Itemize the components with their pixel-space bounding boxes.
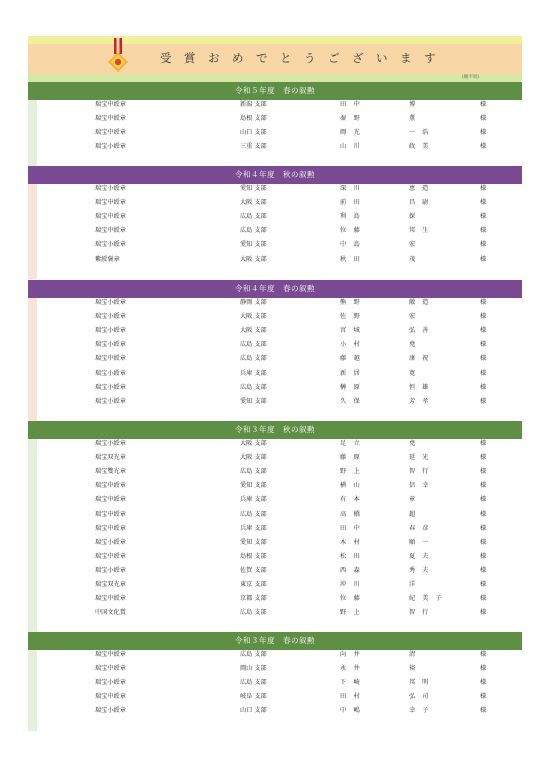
recipient-first-name: 茂 bbox=[409, 255, 423, 263]
recipient-first-name: 一浩 bbox=[409, 129, 436, 137]
section-heading: 令和４年度 春の叙勲 bbox=[28, 280, 522, 298]
branch-name: 広島 支部 bbox=[240, 341, 267, 349]
recipient-first-name: 薫 bbox=[409, 115, 423, 123]
award-row bbox=[37, 140, 522, 154]
recipient-first-name: 芳孝 bbox=[409, 397, 436, 405]
award-row bbox=[37, 465, 522, 479]
branch-name: 三重 支部 bbox=[240, 143, 267, 151]
honorific: 様 bbox=[480, 369, 487, 377]
honorific: 様 bbox=[480, 199, 487, 207]
honorific: 様 bbox=[480, 609, 487, 617]
honorific: 様 bbox=[480, 327, 487, 335]
branch-name: 広島 支部 bbox=[240, 227, 267, 235]
recipient-first-name: 堯 bbox=[409, 440, 423, 447]
branch-name: 広島 支部 bbox=[240, 651, 267, 658]
recipient-last-name: 横山 bbox=[340, 482, 368, 490]
section-heading: 令和３年度 秋の叙勲 bbox=[28, 421, 522, 439]
recipient-first-name: 裕 bbox=[409, 665, 423, 673]
award-name: 瑞宝中綬章 bbox=[95, 693, 126, 701]
branch-name: 広島 支部 bbox=[240, 609, 267, 617]
honorific: 様 bbox=[480, 341, 487, 349]
recipient-last-name: 下崎 bbox=[340, 679, 368, 687]
recipient-first-name: 恵造 bbox=[409, 185, 436, 192]
award-name: 瑞宝小綬章 bbox=[95, 679, 126, 687]
award-row bbox=[37, 676, 522, 690]
award-name: 瑞宝小綬章 bbox=[95, 341, 126, 349]
branch-name: 愛知 支部 bbox=[240, 397, 267, 405]
branch-name: 静岡 支部 bbox=[240, 299, 267, 306]
order-note: (順不同) bbox=[462, 75, 480, 80]
branch-name: 広島 支部 bbox=[240, 383, 267, 391]
honorific: 様 bbox=[480, 227, 487, 235]
honorific: 様 bbox=[480, 440, 487, 447]
recipient-first-name: 宏 bbox=[409, 241, 423, 249]
branch-name: 兵庫 支部 bbox=[240, 369, 267, 377]
recipient-first-name: 信幸 bbox=[409, 482, 436, 490]
honorific: 様 bbox=[480, 552, 487, 560]
honorific: 様 bbox=[480, 397, 487, 405]
honorific: 様 bbox=[480, 213, 487, 221]
recipient-first-name: 章 bbox=[409, 496, 423, 504]
recipient-last-name: 有本 bbox=[340, 496, 368, 504]
section-side-stripe bbox=[28, 100, 37, 166]
award-name: 瑞宝小綬章 bbox=[95, 566, 126, 574]
recipient-first-name: 幸子 bbox=[409, 707, 436, 715]
recipient-last-name: 熊野 bbox=[340, 299, 368, 306]
recipient-last-name: 田中 bbox=[340, 101, 368, 108]
branch-name: 兵庫 支部 bbox=[240, 524, 267, 532]
award-row bbox=[37, 196, 522, 210]
recipient-first-name: 春彦 bbox=[409, 524, 436, 532]
recipient-last-name: 小村 bbox=[340, 341, 368, 349]
award-name: 瑞宝雙光章 bbox=[95, 468, 126, 476]
award-row bbox=[37, 479, 522, 493]
award-name: 瑞宝中綬章 bbox=[95, 524, 126, 532]
award-row bbox=[37, 451, 522, 465]
branch-name: 愛知 支部 bbox=[240, 241, 267, 249]
award-row bbox=[37, 522, 522, 536]
recipient-last-name: 永井 bbox=[340, 665, 368, 673]
branch-name: 島根 支部 bbox=[240, 115, 267, 123]
honorific: 様 bbox=[480, 255, 487, 263]
recipient-last-name: 野上 bbox=[340, 609, 368, 617]
recipient-last-name: 野上 bbox=[340, 468, 368, 476]
award-row bbox=[37, 648, 522, 662]
branch-name: 山口 支部 bbox=[240, 707, 267, 715]
section-heading: 令和３年度 春の叙勲 bbox=[28, 632, 522, 650]
recipient-last-name: 位藤 bbox=[340, 227, 368, 235]
recipient-last-name: 前田 bbox=[340, 199, 368, 207]
branch-name: 山口 支部 bbox=[240, 129, 267, 137]
recipient-first-name: 智行 bbox=[409, 468, 436, 476]
recipient-first-name: 敞造 bbox=[409, 299, 436, 306]
medal-icon bbox=[104, 38, 132, 78]
recipient-first-name: 智行 bbox=[409, 609, 436, 617]
award-name: 瑞宝中綬章 bbox=[95, 595, 126, 603]
award-row bbox=[37, 578, 522, 592]
award-name: 瑞宝小綬章 bbox=[95, 299, 126, 306]
award-row bbox=[37, 536, 522, 550]
award-name: 瑞宝中綬章 bbox=[95, 665, 126, 673]
branch-name: 大阪 支部 bbox=[240, 255, 267, 263]
branch-name: 大阪 支部 bbox=[240, 440, 267, 447]
honorific: 様 bbox=[480, 679, 487, 687]
recipient-first-name: 邦生 bbox=[409, 227, 436, 235]
section-heading: 令和４年度 秋の叙勲 bbox=[28, 166, 522, 184]
recipient-first-name: 順一 bbox=[409, 538, 436, 546]
honorific: 様 bbox=[480, 185, 487, 192]
branch-name: 京都 支部 bbox=[240, 595, 267, 603]
recipient-last-name: 田村 bbox=[340, 693, 368, 701]
award-name: 中国文化賞 bbox=[95, 609, 126, 617]
branch-name: 大阪 支部 bbox=[240, 313, 267, 321]
honorific: 様 bbox=[480, 299, 487, 306]
recipient-last-name: 岡光 bbox=[340, 129, 368, 137]
section-side-stripe bbox=[28, 650, 37, 731]
award-name: 瑞宝中綬章 bbox=[95, 482, 126, 490]
award-row bbox=[37, 662, 522, 676]
award-row bbox=[37, 493, 522, 507]
recipient-last-name: 宮城 bbox=[340, 327, 368, 335]
branch-name: 佐賀 支部 bbox=[240, 566, 267, 574]
recipient-last-name: 木村 bbox=[340, 538, 368, 546]
award-name: 瑞宝中綬章 bbox=[95, 496, 126, 504]
honorific: 様 bbox=[480, 496, 487, 504]
award-row bbox=[37, 508, 522, 522]
branch-name: 岐阜 支部 bbox=[240, 693, 267, 701]
award-row bbox=[37, 310, 522, 324]
recipient-first-name: 宏 bbox=[409, 313, 423, 321]
recipient-last-name: 佐野 bbox=[340, 313, 368, 321]
section-heading: 令和５年度 春の叙勲 bbox=[28, 82, 522, 100]
recipient-last-name: 山川 bbox=[340, 143, 368, 151]
recipient-first-name: 邦明 bbox=[409, 679, 436, 687]
award-name: 瑞宝小綬章 bbox=[95, 369, 126, 377]
recipient-last-name: 沖川 bbox=[340, 581, 368, 588]
award-row bbox=[37, 367, 522, 381]
award-name: 瑞宝中綬章 bbox=[95, 213, 126, 221]
recipient-last-name: 秦野 bbox=[340, 115, 368, 123]
honorific: 様 bbox=[480, 510, 487, 518]
honorific: 様 bbox=[480, 538, 487, 546]
honorific: 様 bbox=[480, 693, 487, 701]
award-row bbox=[37, 606, 522, 620]
recipient-first-name: 延光 bbox=[409, 454, 436, 462]
section-side-stripe bbox=[28, 298, 37, 421]
branch-name: 東京 支部 bbox=[240, 581, 267, 588]
award-name: 瑞宝小綬章 bbox=[95, 185, 126, 192]
honorific: 様 bbox=[480, 313, 487, 321]
honorific: 様 bbox=[480, 454, 487, 462]
recipient-first-name: 堯 bbox=[409, 341, 423, 349]
recipient-first-name: 超 bbox=[409, 510, 423, 518]
award-name: 瑞宝中綬章 bbox=[95, 651, 126, 658]
award-row bbox=[37, 98, 522, 112]
honorific: 様 bbox=[480, 355, 487, 363]
award-row bbox=[37, 126, 522, 140]
award-name: 瑞宝双光章 bbox=[95, 454, 126, 462]
recipient-first-name: 昌尉 bbox=[409, 199, 436, 207]
honorific: 様 bbox=[480, 129, 487, 137]
award-name: 瑞宝中綬章 bbox=[95, 227, 126, 235]
honorific: 様 bbox=[480, 707, 487, 715]
recipient-first-name: 保 bbox=[409, 213, 423, 221]
branch-name: 岡山 支部 bbox=[240, 665, 267, 673]
recipient-first-name: 康祝 bbox=[409, 355, 436, 363]
branch-name: 島根 支部 bbox=[240, 552, 267, 560]
branch-name: 大阪 支部 bbox=[240, 454, 267, 462]
branch-name: 広島 支部 bbox=[240, 510, 267, 518]
recipient-first-name: 秀夫 bbox=[409, 566, 436, 574]
honorific: 様 bbox=[480, 595, 487, 603]
award-row bbox=[37, 112, 522, 126]
recipient-last-name: 藤越 bbox=[340, 355, 368, 363]
branch-name: 大阪 支部 bbox=[240, 327, 267, 335]
award-name: 瑞宝中綬章 bbox=[95, 510, 126, 518]
header-bottom-stripe bbox=[28, 74, 522, 82]
recipient-first-name: 政美 bbox=[409, 143, 436, 151]
award-row bbox=[37, 704, 522, 718]
award-name: 瑞宝中綬章 bbox=[95, 199, 126, 207]
recipient-last-name: 田中 bbox=[340, 524, 368, 532]
recipient-last-name: 位藤 bbox=[340, 595, 368, 603]
recipient-first-name: 紀美子 bbox=[409, 595, 449, 603]
award-name: 瑞宝小綬章 bbox=[95, 327, 126, 335]
recipient-first-name: 寛 bbox=[409, 369, 423, 377]
recipient-last-name: 西森 bbox=[340, 566, 368, 574]
award-name: 紫綬褒章 bbox=[95, 255, 120, 263]
award-name: 瑞宝小綬章 bbox=[95, 397, 126, 405]
branch-name: 愛知 支部 bbox=[240, 482, 267, 490]
branch-name: 新潟 支部 bbox=[240, 101, 267, 108]
recipient-first-name: 博 bbox=[409, 101, 423, 108]
recipient-first-name: 夏夫 bbox=[409, 552, 436, 560]
award-row bbox=[37, 182, 522, 196]
award-name: 瑞宝小綬章 bbox=[95, 313, 126, 321]
award-name: 瑞宝小綬章 bbox=[95, 241, 126, 249]
honorific: 様 bbox=[480, 241, 487, 249]
award-row bbox=[37, 564, 522, 578]
branch-name: 愛知 支部 bbox=[240, 538, 267, 546]
recipient-last-name: 高橋 bbox=[340, 510, 368, 518]
recipient-last-name: 松田 bbox=[340, 552, 368, 560]
recipient-last-name: 久保 bbox=[340, 397, 368, 405]
award-row bbox=[37, 253, 522, 267]
recipient-last-name: 向井 bbox=[340, 651, 368, 658]
header-top-stripe bbox=[28, 36, 522, 44]
recipient-first-name: 清 bbox=[409, 651, 423, 658]
section-side-stripe bbox=[28, 184, 37, 279]
award-name: 瑞宝双光章 bbox=[95, 581, 126, 588]
award-row bbox=[37, 550, 522, 564]
branch-name: 兵庫 支部 bbox=[240, 496, 267, 504]
award-row bbox=[37, 395, 522, 409]
branch-name: 愛知 支部 bbox=[240, 185, 267, 192]
award-name: 瑞宝小綬章 bbox=[95, 538, 126, 546]
branch-name: 広島 支部 bbox=[240, 468, 267, 476]
recipient-last-name: 秋田 bbox=[340, 255, 368, 263]
award-row bbox=[37, 210, 522, 224]
award-row bbox=[37, 690, 522, 704]
honorific: 様 bbox=[480, 115, 487, 123]
award-row bbox=[37, 224, 522, 238]
honorific: 様 bbox=[480, 383, 487, 391]
award-row bbox=[37, 338, 522, 352]
honorific: 様 bbox=[480, 101, 487, 108]
recipient-last-name: 深川 bbox=[340, 185, 368, 192]
award-name: 瑞宝小綬章 bbox=[95, 707, 126, 715]
branch-name: 広島 支部 bbox=[240, 355, 267, 363]
recipient-last-name: 新居 bbox=[340, 369, 368, 377]
award-row bbox=[37, 437, 522, 451]
recipient-first-name: 弘善 bbox=[409, 327, 436, 335]
recipient-first-name: 弘司 bbox=[409, 693, 436, 701]
award-name: 瑞宝小綬章 bbox=[95, 383, 126, 391]
award-name: 瑞宝小綬章 bbox=[95, 143, 126, 151]
award-name: 瑞宝中綬章 bbox=[95, 101, 126, 108]
honorific: 様 bbox=[480, 665, 487, 673]
award-row bbox=[37, 296, 522, 310]
award-name: 瑞宝中綬章 bbox=[95, 129, 126, 137]
branch-name: 広島 支部 bbox=[240, 679, 267, 687]
award-row bbox=[37, 352, 522, 366]
award-name: 瑞宝中綬章 bbox=[95, 552, 126, 560]
award-row bbox=[37, 592, 522, 606]
recipient-last-name: 榊原 bbox=[340, 383, 368, 391]
branch-name: 広島 支部 bbox=[240, 213, 267, 221]
honorific: 様 bbox=[480, 651, 487, 658]
branch-name: 大阪 支部 bbox=[240, 199, 267, 207]
recipient-last-name: 足立 bbox=[340, 440, 368, 447]
recipient-last-name: 利島 bbox=[340, 213, 368, 221]
page-title: 受賞おめでとうございます bbox=[160, 51, 448, 65]
section-side-stripe bbox=[28, 439, 37, 632]
award-row bbox=[37, 238, 522, 252]
award-name: 瑞宝小綬章 bbox=[95, 440, 126, 447]
award-name: 瑞宝中綬章 bbox=[95, 115, 126, 123]
recipient-last-name: 中嶋 bbox=[340, 707, 368, 715]
award-row bbox=[37, 324, 522, 338]
honorific: 様 bbox=[480, 566, 487, 574]
recipient-last-name: 藤原 bbox=[340, 454, 368, 462]
award-row bbox=[37, 381, 522, 395]
award-name: 瑞宝中綬章 bbox=[95, 355, 126, 363]
recipient-first-name: 洋 bbox=[409, 581, 423, 588]
honorific: 様 bbox=[480, 524, 487, 532]
honorific: 様 bbox=[480, 468, 487, 476]
recipient-last-name: 中島 bbox=[340, 241, 368, 249]
honorific: 様 bbox=[480, 482, 487, 490]
honorific: 様 bbox=[480, 143, 487, 151]
honorific: 様 bbox=[480, 581, 487, 588]
recipient-first-name: 恒雄 bbox=[409, 383, 436, 391]
